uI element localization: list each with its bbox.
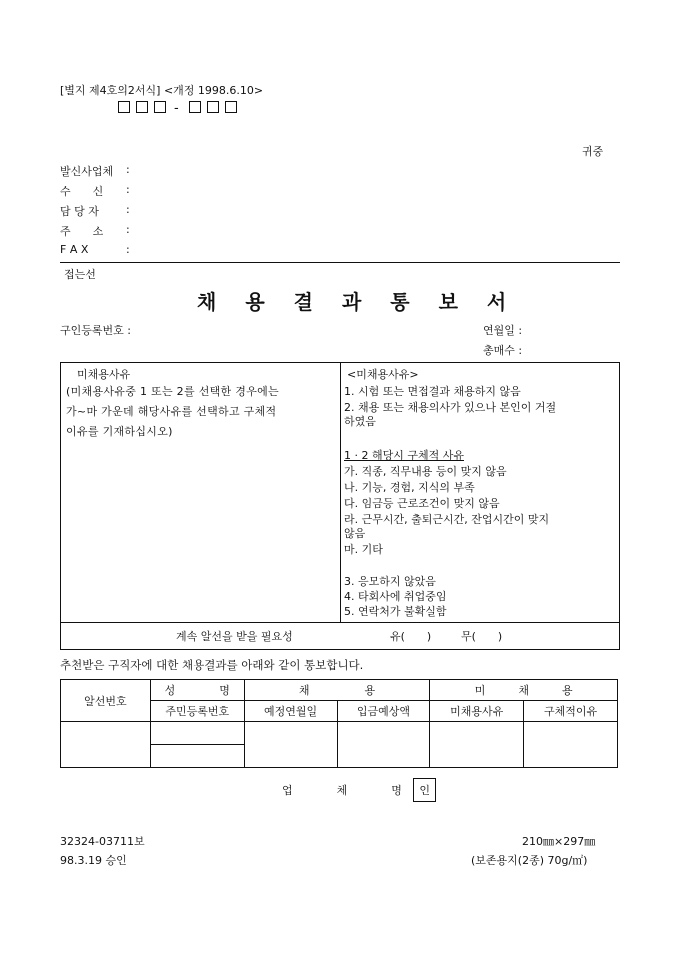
reason-item-1: 1. 시험 또는 면접결과 채용하지 않음 bbox=[344, 385, 521, 398]
reason-item-ga: 가. 직종, 직무내용 등이 맞지 않음 bbox=[344, 465, 507, 478]
planned-date-header: 예정연월일 bbox=[244, 701, 337, 722]
reason-list-header: <미채용사유> bbox=[347, 368, 419, 381]
resident-number-header: 주민등록번호 bbox=[150, 701, 244, 722]
form-reference: [별지 제4호의2서식] <개정 1998.6.10> bbox=[60, 84, 264, 97]
specific-reason-heading: 1 · 2 해당시 구체적 사유 bbox=[344, 449, 464, 462]
reason-item-na: 나. 기능, 경험, 지식의 부족 bbox=[344, 481, 475, 494]
placement-number-header: 알선번호 bbox=[61, 680, 151, 722]
address-colon: : bbox=[126, 223, 130, 236]
placement-number-cell[interactable] bbox=[61, 722, 151, 768]
company-name-row bbox=[282, 778, 436, 802]
manager-field bbox=[60, 203, 180, 219]
continue-yes-field[interactable]: 유( ) bbox=[390, 630, 432, 643]
result-table bbox=[60, 679, 618, 768]
instruction-line-3: 이유를 기재하십시오) bbox=[66, 425, 173, 438]
expected-wage-header: 입금예상액 bbox=[337, 701, 430, 722]
not-hired-header: 미 채 용 bbox=[430, 680, 618, 701]
continue-placement-label: 계속 알선을 받을 필요성 bbox=[176, 630, 293, 643]
sender-colon: : bbox=[126, 163, 130, 176]
receiver-colon: : bbox=[126, 183, 130, 196]
address-field bbox=[60, 223, 180, 239]
reason-item-4: 4. 타회사에 취업중임 bbox=[344, 590, 447, 603]
name-header: 성 명 bbox=[150, 680, 244, 701]
total-sheets-label: 총매수 : bbox=[483, 344, 523, 357]
fax-field bbox=[60, 243, 180, 256]
sender-label: 발신사업체 bbox=[60, 165, 114, 178]
recipient-honorific: 귀중 bbox=[582, 145, 604, 158]
reason-box-divider bbox=[340, 362, 341, 622]
receiver-label: 수 신 bbox=[60, 185, 104, 198]
reason-item-2-cont: 하였음 bbox=[344, 415, 376, 428]
reason-item-ra-cont: 않음 bbox=[344, 527, 366, 540]
reason-item-5: 5. 연락처가 불확실함 bbox=[344, 605, 447, 618]
hired-header: 채 용 bbox=[244, 680, 430, 701]
reason-item-3: 3. 응모하지 않았음 bbox=[344, 575, 436, 588]
manager-colon: : bbox=[126, 203, 130, 216]
resident-number-cell[interactable] bbox=[150, 745, 244, 768]
address-label: 주 소 bbox=[60, 225, 104, 238]
instruction-line-2: 가~마 가운데 해당사유를 선택하고 구체적 bbox=[66, 405, 277, 418]
reason-box-bottom-divider bbox=[60, 622, 620, 623]
approval-date: 98.3.19 승인 bbox=[60, 854, 127, 867]
planned-date-cell[interactable] bbox=[244, 722, 337, 768]
seal-box: 인 bbox=[413, 778, 436, 802]
unhired-reason-cell[interactable] bbox=[430, 722, 524, 768]
sender-field bbox=[60, 163, 180, 179]
receiver-field bbox=[60, 183, 180, 199]
fax-colon: : bbox=[126, 243, 130, 256]
document-number-boxes bbox=[118, 101, 243, 116]
unhired-reason-col-header: 미채용사유 bbox=[430, 701, 524, 722]
reason-item-da: 다. 임금등 근로조건이 맞지 않음 bbox=[344, 497, 500, 510]
job-registration-number-label: 구인등록번호 : bbox=[60, 324, 131, 337]
contact-date-label: 연월일 : bbox=[483, 324, 523, 337]
document-title: 채용결과통보서 bbox=[197, 290, 536, 314]
company-name-label: 업 체 명 bbox=[282, 784, 402, 797]
reason-item-ma: 마. 기타 bbox=[344, 543, 383, 556]
notice-text: 추천받은 구직자에 대한 채용결과를 아래와 같이 통보합니다. bbox=[60, 658, 364, 672]
continue-no-field[interactable]: 무( ) bbox=[461, 630, 503, 643]
form-code: 32324-03711보 bbox=[60, 835, 145, 848]
fold-line bbox=[60, 262, 620, 263]
reason-item-2: 2. 채용 또는 채용의사가 있으나 본인이 거절 bbox=[344, 401, 557, 414]
instruction-line-1: (미채용사유중 1 또는 2를 선택한 경우에는 bbox=[66, 385, 279, 398]
number-dash: - bbox=[174, 101, 181, 116]
unhired-reason-header: 미채용사유 bbox=[77, 368, 131, 381]
detailed-reason-header: 구체적이유 bbox=[524, 701, 618, 722]
fold-line-label: 접는선 bbox=[64, 268, 96, 281]
name-cell[interactable] bbox=[150, 722, 244, 745]
detailed-reason-cell[interactable] bbox=[524, 722, 618, 768]
paper-type: (보존용지(2종) 70g/㎡) bbox=[471, 854, 588, 867]
expected-wage-cell[interactable] bbox=[337, 722, 430, 768]
manager-label: 담 당 자 bbox=[60, 205, 99, 218]
reason-item-ra: 라. 근무시간, 출퇴근시간, 잔업시간이 맞지 bbox=[344, 513, 550, 526]
fax-label: F A X bbox=[60, 243, 89, 256]
paper-size: 210㎜×297㎜ bbox=[522, 835, 596, 848]
